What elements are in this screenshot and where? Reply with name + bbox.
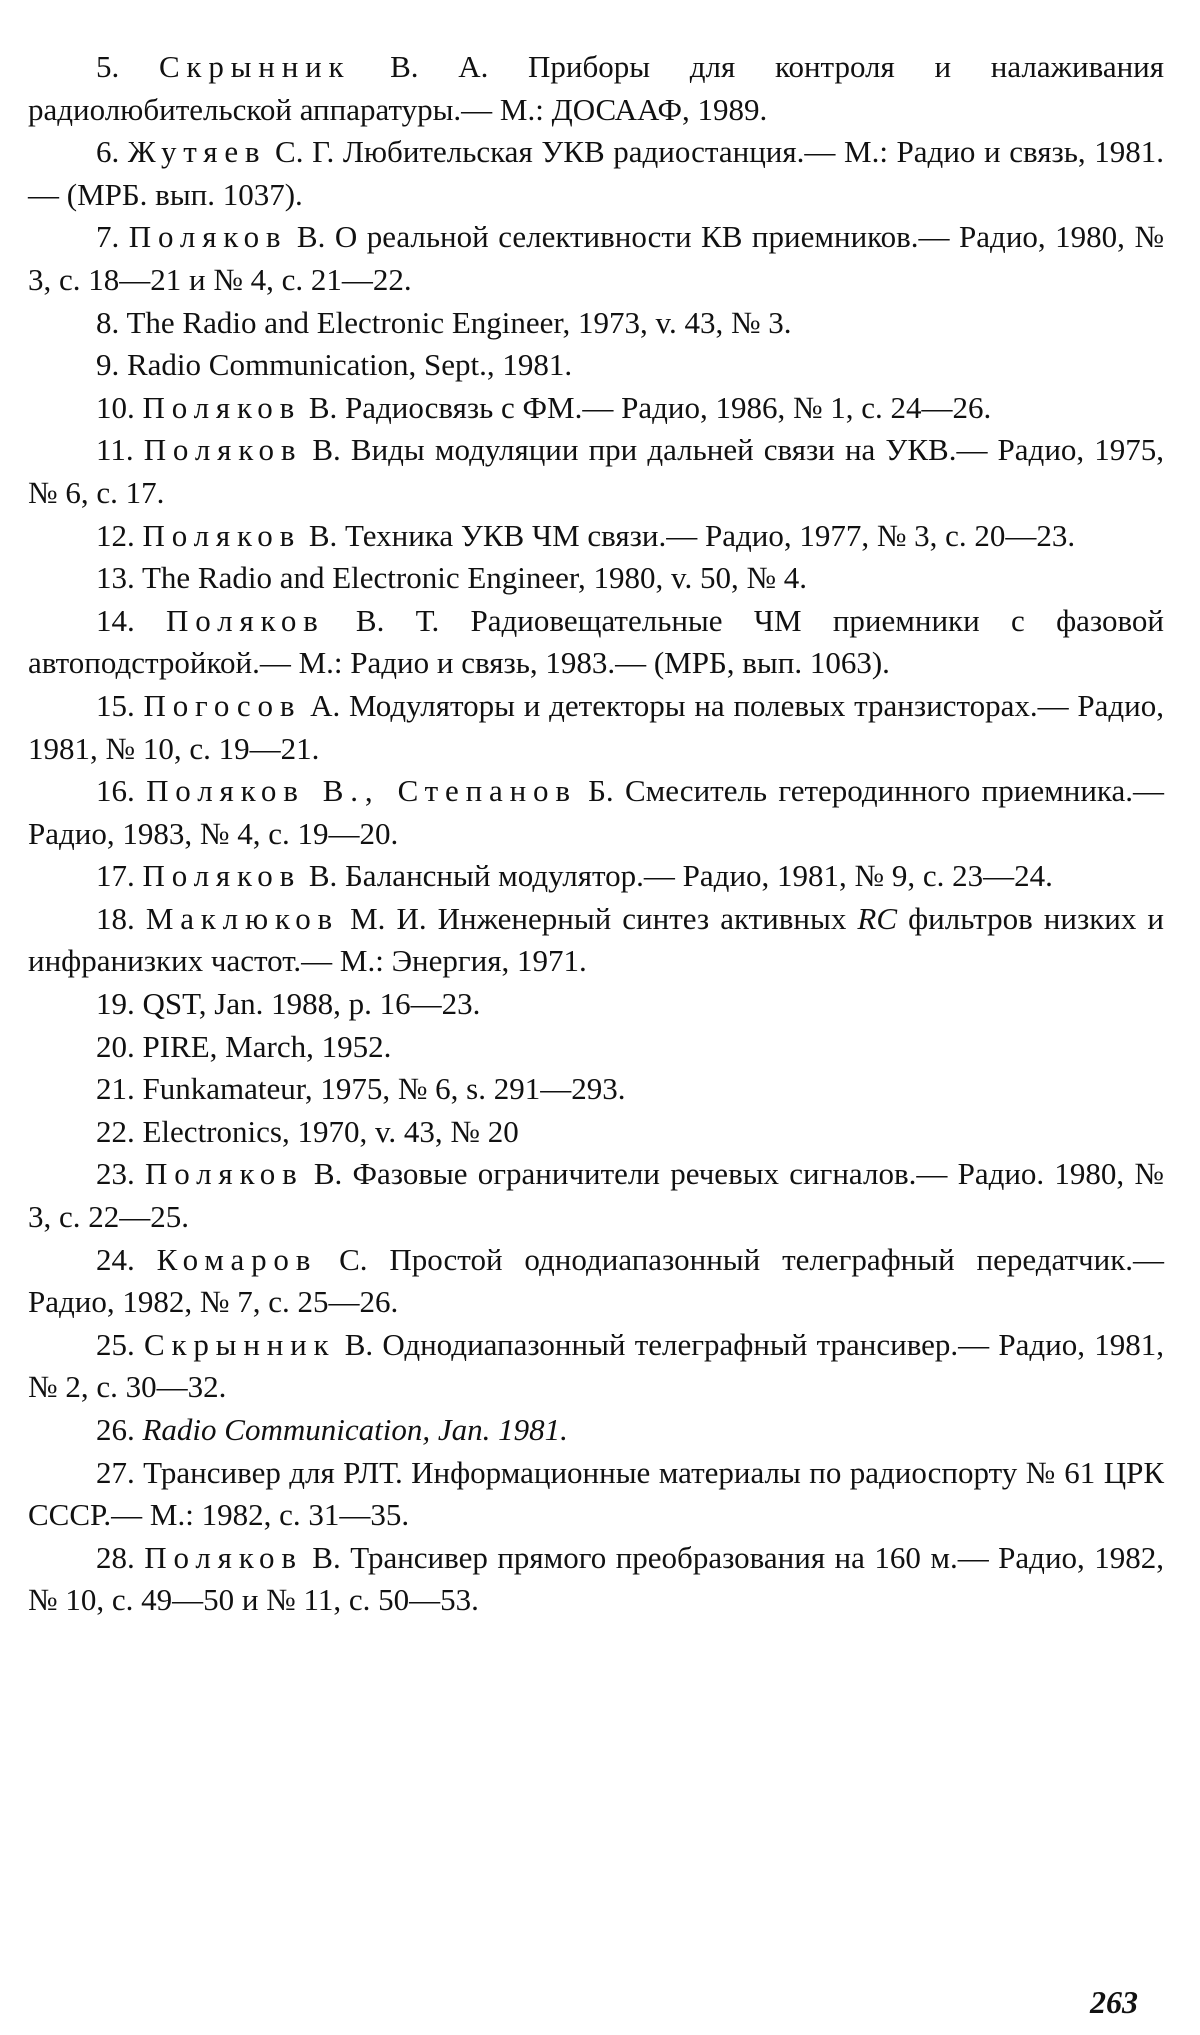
reference-text: QST, Jan. 1988, p. 16—23. [142, 986, 481, 1022]
reference-number: 13. [96, 560, 135, 596]
reference-author: Поляков [142, 389, 302, 425]
reference-item [28, 302, 1164, 345]
reference-number: 23. [96, 1156, 135, 1192]
reference-text: Radio Communication, Sept., 1981. [127, 347, 573, 383]
reference-item [28, 1111, 1164, 1154]
reference-item [28, 46, 1164, 131]
reference-item [28, 770, 1164, 855]
reference-number: 18. [96, 900, 135, 936]
reference-item [28, 600, 1164, 685]
reference-number: 27. [96, 1454, 135, 1490]
reference-item [28, 344, 1164, 387]
reference-author: Погосов [143, 687, 302, 723]
reference-item [28, 983, 1164, 1026]
reference-item [28, 855, 1164, 898]
reference-item [28, 1026, 1164, 1069]
reference-text: В. О реальной селективности КВ приемников.— Радио, 1980, № 3, с. 18—21 и № 4, с. 21—22. [28, 219, 1165, 297]
reference-author: Поляков [128, 219, 288, 255]
reference-author: Комаров [156, 1241, 318, 1277]
reference-number: 14. [96, 602, 135, 638]
reference-item [28, 216, 1164, 301]
reference-number: 25. [96, 1326, 135, 1362]
reference-text: М. И. Инженерный синтез активных [350, 900, 847, 936]
reference-item [28, 429, 1164, 514]
reference-item [28, 387, 1164, 430]
reference-author: Поляков [144, 1539, 303, 1575]
reference-item [28, 131, 1164, 216]
reference-number: 16. [96, 773, 135, 809]
reference-item [28, 1409, 1164, 1452]
reference-number: 17. [96, 858, 135, 894]
reference-text: PIRE, March, 1952. [142, 1028, 392, 1064]
reference-item [28, 1153, 1164, 1238]
page-number: 263 [1090, 1984, 1138, 2020]
reference-italic-term: RC [857, 900, 898, 936]
reference-number: 8. [96, 304, 120, 340]
reference-text: В. Однодиапазонный телеграфный трансивер.— Радио, 1981, № 2, с. 30—32. [28, 1326, 1165, 1405]
reference-author: Поляков [145, 1156, 304, 1192]
reference-text: В. Трансивер прямого преобразования на 160 м.— Радио, 1982, № 10, с. 49—50 и № 11, с. 50—53. [28, 1539, 1165, 1618]
reference-author: Поляков [143, 432, 303, 468]
reference-author: Маклюков [145, 900, 340, 936]
reference-author: Поляков [142, 517, 302, 553]
reference-number: 21. [96, 1071, 135, 1107]
reference-text: В. Виды модуляции при дальней связи на УКВ.— Радио, 1975, № 6, с. 17. [28, 432, 1164, 510]
reference-author: Скрынник [158, 49, 351, 84]
reference-number: 20. [96, 1028, 135, 1064]
reference-number: 19. [96, 986, 135, 1022]
reference-number: 22. [96, 1113, 135, 1149]
reference-number: 9. [96, 347, 120, 383]
reference-list [28, 46, 1164, 1622]
reference-text: Б. Смеситель гетеродинного приемника.— Радио, 1983, № 4, с. 19—20. [28, 773, 1165, 851]
reference-item [28, 557, 1164, 600]
reference-item [28, 1537, 1164, 1622]
reference-item [28, 1452, 1164, 1537]
reference-text: С. Простой однодиапазонный телеграфный передатчик.— Радио, 1982, № 7, с. 25—26. [28, 1241, 1165, 1320]
reference-item [28, 1068, 1164, 1111]
reference-number: 6. [96, 134, 120, 170]
reference-text: В. Радиосвязь с ФМ.— Радио, 1986, № 1, с. 24—26. [308, 389, 992, 425]
reference-number: 26. [96, 1412, 135, 1447]
reference-author: Поляков [166, 602, 325, 638]
reference-text-tail: фильтров низких и инфранизких частот.— М.: Энергия, 1971. [28, 900, 1165, 979]
reference-text: В. Балансный модулятор.— Радио, 1981, № 9, с. 23—24. [308, 858, 1053, 894]
reference-number: 7. [96, 219, 120, 255]
reference-text: В. Техника УКВ ЧМ связи.— Радио, 1977, № 3, с. 20—23. [308, 517, 1076, 553]
reference-text: Трансивер для РЛТ. Информационные материалы по радиоспорту № 61 ЦРК СССР.— М.: 1982, с. 31—35. [28, 1454, 1164, 1533]
reference-author: Жутяев [127, 134, 267, 170]
reference-text: А. Модуляторы и детекторы на полевых транзисторах.— Радио, 1981, № 10, с. 19—21. [28, 687, 1165, 766]
reference-text: The Radio and Electronic Engineer, 1980, v. 50, № 4. [141, 560, 808, 596]
reference-author: Поляков В., Степанов [146, 773, 577, 809]
reference-text: Funkamateur, 1975, № 6, s. 291—293. [142, 1071, 626, 1107]
reference-number: 11. [96, 432, 134, 468]
reference-text: Electronics, 1970, v. 43, № 20 [142, 1113, 519, 1149]
reference-text: В. А. Приборы для контроля и налаживания радиолюбительской аппаратуры.— М.: ДОСААФ, 1989. [28, 49, 1165, 127]
reference-item [28, 1239, 1164, 1324]
reference-author: Поляков [142, 858, 302, 894]
reference-number: 10. [96, 389, 135, 425]
reference-item [28, 515, 1164, 558]
reference-item [28, 685, 1164, 770]
reference-text: The Radio and Electronic Engineer, 1973, v. 43, № 3. [126, 304, 792, 340]
reference-item [28, 898, 1164, 983]
reference-text: В. Т. Радиовещательные ЧМ приемники с фазовой автоподстройкой.— М.: Радио и связь, 1983.— (МРБ, вып. 1063). [28, 602, 1164, 681]
reference-text: В. Фазовые ограничители речевых сигналов.— Радио. 1980, № 3, с. 22—25. [28, 1156, 1165, 1235]
reference-number: 24. [96, 1241, 135, 1277]
reference-item [28, 1324, 1164, 1409]
reference-text: Radio Communication, Jan. 1981. [142, 1412, 568, 1447]
reference-number: 5. [96, 49, 120, 84]
reference-number: 28. [96, 1539, 135, 1575]
reference-number: 15. [96, 687, 135, 723]
reference-text: С. Г. Любительская УКВ радиостанция.— М.: Радио и связь, 1981.— (МРБ. вып. 1037). [28, 134, 1165, 212]
reference-author: Скрынник [143, 1326, 336, 1362]
reference-number: 12. [96, 517, 135, 553]
